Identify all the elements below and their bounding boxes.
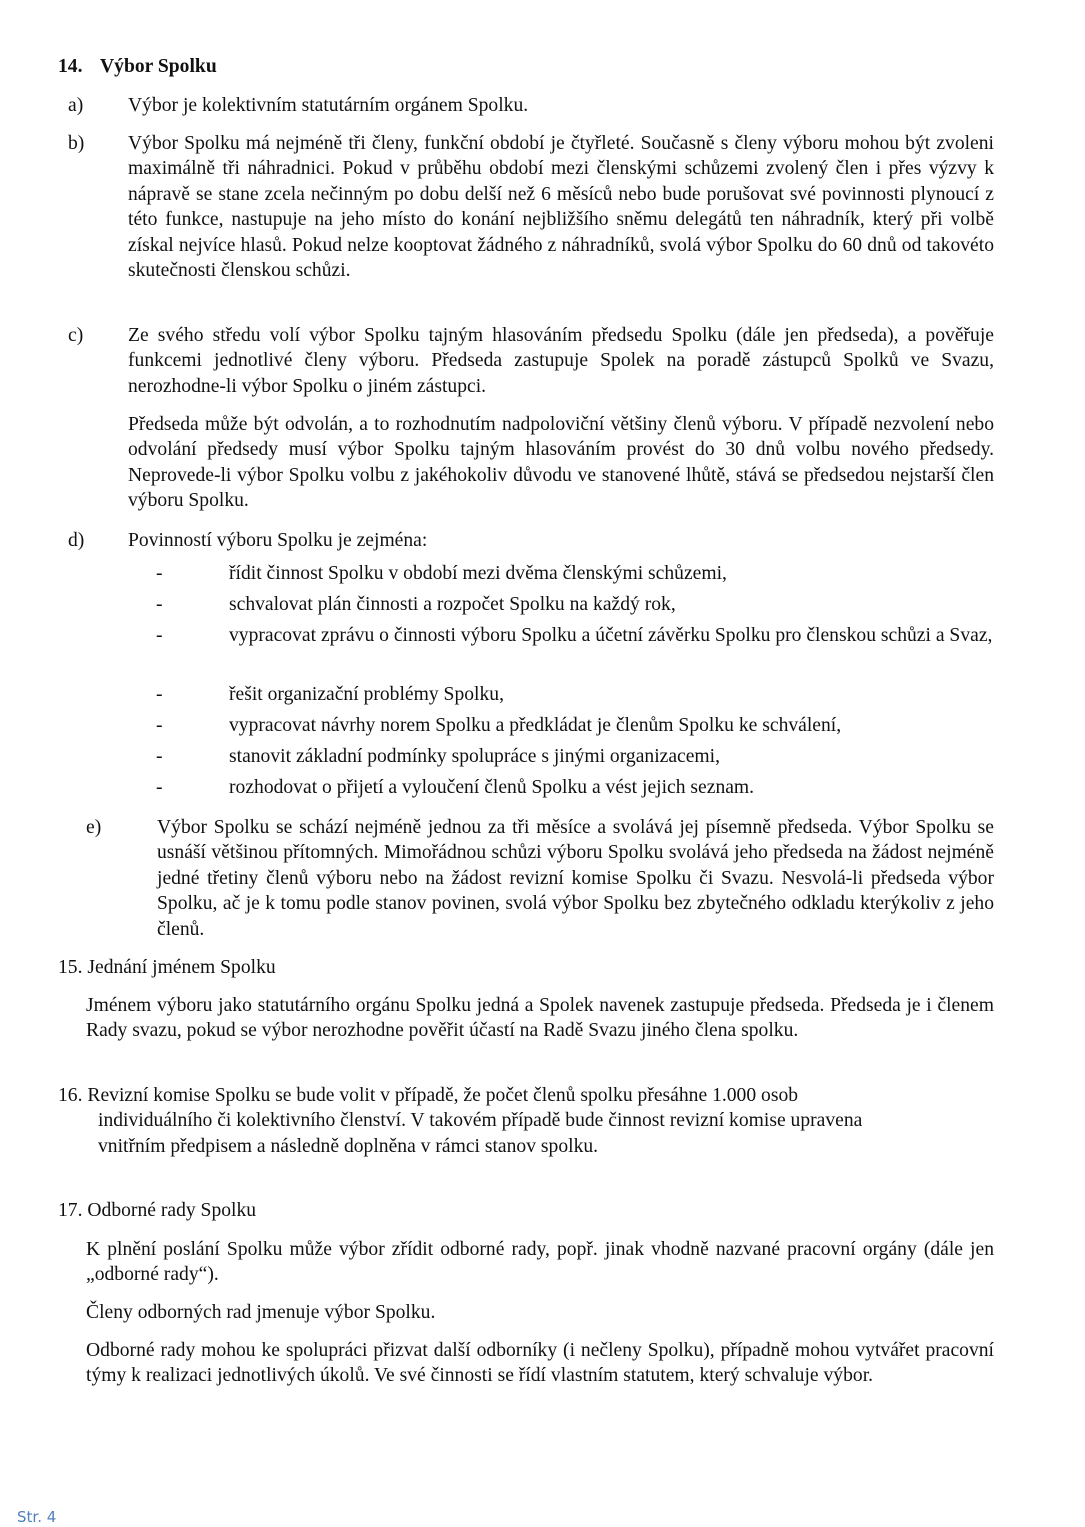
section-15-text: Jménem výboru jako statutárního orgánu Spolku jedná a Spolek navenek zastupuje předseda. Předseda je i členem Rady svazu, pokud se výbor nerozhodne pověřit účastí na Radě Svazu jiného člena spolku. [86, 995, 994, 1042]
section-14-number: 14. [58, 56, 83, 77]
bullet-dash: - [156, 746, 163, 767]
section-16-line-1: 16. Revizní komise Spolku se bude volit v případě, že počet členů spolku přesáhne 1.000 osob [58, 1085, 799, 1106]
item-a-text: Výbor je kolektivním statutárním orgánem Spolku. [128, 95, 529, 116]
section-17-paragraph-3: Odborné rady mohou ke spolupráci přizvat další odborníky (i nečleny Spolku), případně mohou vytvářet pracovní týmy k realizaci jednotlivých úkolů. Ve své činnosti se řídí vlastním statutem, který schvaluje výbor. [86, 1340, 994, 1387]
item-a-label: a) [68, 95, 84, 116]
section-16-line-2: individuálního či kolektivního členství. V takovém případě bude činnost revizní komise upravena [98, 1110, 863, 1132]
item-e-label: e) [86, 817, 102, 838]
item-e-text: Výbor Spolku se schází nejméně jednou za tři měsíce a svolává jej písemně předseda. Výbor Spolku se usnáší většinou přítomných. Mimořádnou schůzi výboru Spolku svolává jeho předseda na žádost nejméně jedné třetiny členů výboru nebo na žádost revizní komise Spolku či Svazu. Nesvolá-li předseda výbor Spolku, ač je k tomu podle stanov povinen, svolá výbor Spolku bez zbytečného odkladu kterýkoliv z jeho členů. [157, 817, 994, 940]
bullet-item-2: schvalovat plán činnosti a rozpočet Spolku na každý rok, [229, 594, 676, 615]
item-c-text: Ze svého středu volí výbor Spolku tajným hlasováním předsedu Spolku (dále jen předseda), a pověřuje funkcemi jednotlivé členy výboru. Předseda zastupuje Spolek na poradě zástupců Spolků ve Svazu, nerozhodne-li výbor Spolku o jiném zástupci. [128, 325, 994, 397]
section-17-heading: 17. Odborné rady Spolku [58, 1200, 257, 1221]
item-d-text: Povinností výboru Spolku je zejména: [128, 530, 428, 551]
bullet-item-6: stanovit základní podmínky spolupráce s jinými organizacemi, [229, 746, 721, 767]
item-b-text: Výbor Spolku má nejméně tři členy, funkční období je čtyřleté. Současně s členy výboru mohou být zvoleni maximálně tři náhradnici. Pokud v průběhu období mezi členskými schůzemi zvolený člen i přes výzvy k nápravě se stane zcela nečinným po dobu delší než 6 měsíců nebo bude porušovat své povinnosti plynoucí z této funkce, nastupuje na jeho místo do konání nejbližšího sněmu delegátů ten náhradník, který při volbě získal nejvíce hlasů. Pokud nelze kooptovat žádného z náhradníků, svolá výbor Spolku do 60 dnů od takovéto skutečnosti členskou schůzi. [128, 133, 994, 282]
bullet-dash: - [156, 684, 163, 705]
section-16-line-3: vnitřním předpisem a následně doplněna v rámci stanov spolku. [98, 1135, 599, 1157]
bullet-dash: - [156, 625, 163, 646]
bullet-dash: - [156, 715, 163, 736]
bullet-item-7: rozhodovat o přijetí a vyloučení členů Spolku a vést jejich seznam. [229, 777, 755, 798]
item-c-text-2: Předseda může být odvolán, a to rozhodnutím nadpoloviční většiny členů výboru. V případě nezvolení nebo odvolání předsedy musí výbor Spolku tajným hlasováním provést do 30 dnů volbu nového předsedy. Neprovede-li výbor Spolku volbu z jakéhokoliv důvodu ve stanovené lhůtě, stává se předsedou nejstarší člen výboru Spolku. [128, 414, 994, 512]
section-14-heading [58, 54, 217, 79]
item-d-label: d) [68, 530, 85, 551]
bullet-item-4: řešit organizační problémy Spolku, [229, 684, 504, 705]
section-14-title: Výbor Spolku [100, 56, 217, 77]
bullet-dash: - [156, 777, 163, 798]
bullet-dash: - [156, 594, 163, 615]
section-17-paragraph-2: Členy odborných rad jmenuje výbor Spolku. [86, 1302, 436, 1323]
section-17-paragraph-1: K plnění poslání Spolku může výbor zřídit odborné rady, popř. jinak vhodně nazvané pracovní orgány (dále jen „odborné rady“). [86, 1239, 994, 1286]
bullet-dash: - [156, 563, 163, 584]
item-c-label: c) [68, 325, 84, 346]
section-16 [58, 1083, 988, 1159]
bullet-item-5: vypracovat návrhy norem Spolku a předkládat je členům Spolku ke schválení, [229, 715, 842, 736]
section-15-heading: 15. Jednání jménem Spolku [58, 957, 276, 978]
item-b-label: b) [68, 133, 85, 154]
bullet-item-3: vypracovat zprávu o činnosti výboru Spolku a účetní závěrku Spolku pro členskou schůzi a Svaz, [229, 625, 993, 646]
page-number: Str. 4 [17, 1508, 57, 1526]
bullet-item-1: řídit činnost Spolku v období mezi dvěma členskými schůzemi, [229, 563, 727, 584]
